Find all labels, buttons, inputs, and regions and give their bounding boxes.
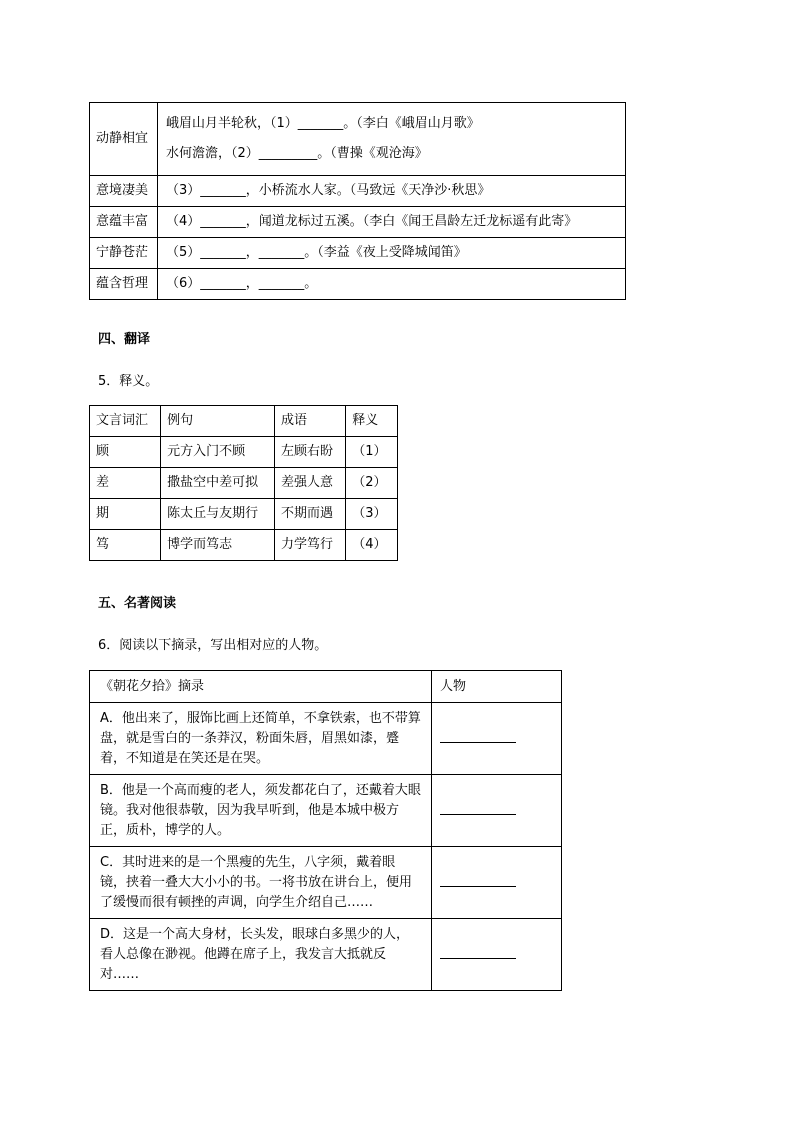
table-cell: 差强人意	[275, 468, 346, 499]
poem-line: 水何澹澹，（2）_________。（曹操《观沧海》	[166, 146, 428, 161]
excerpt-cell: D．这是一个高大身材，长头发，眼球白多黑少的人，看人总像在渺视。他蹲在席子上，我发言大抵就反对……	[90, 919, 432, 991]
table-cell: 撒盐空中差可拟	[161, 468, 275, 499]
table-header-row	[90, 406, 398, 437]
table-row	[90, 238, 626, 269]
table-cell: 力学笃行	[275, 530, 346, 561]
excerpt-cell: A．他出来了，服饰比画上还简单，不拿铁索，也不带算盘，就是雪白的一条莽汉，粉面朱唇，眉黑如漆，蹙着，不知道是在笑还是在哭。	[90, 703, 432, 775]
section-heading: 四、翻译	[98, 332, 151, 347]
table-header-row	[90, 671, 562, 703]
poem-cell: （5）_______，_______。（李益《夜上受降城闻笛》	[158, 238, 626, 269]
table-cell: 不期而遇	[275, 499, 346, 530]
column-header: 例句	[161, 406, 275, 437]
poem-cell: （3）_______，小桥流水人家。（马致远《天净沙·秋思》	[158, 176, 626, 207]
table-cell: 顾	[90, 437, 161, 468]
table-cell: 差	[90, 468, 161, 499]
table-cell: （1）	[346, 437, 398, 468]
table-row	[90, 847, 562, 919]
table-cell: 笃	[90, 530, 161, 561]
answer-cell[interactable]	[432, 919, 562, 991]
column-header: 文言词汇	[90, 406, 161, 437]
table-cell: 元方入门不顾	[161, 437, 275, 468]
answer-blank[interactable]	[440, 944, 516, 959]
table-cell: 博学而笃志	[161, 530, 275, 561]
category-cell: 动静相宜	[90, 103, 158, 176]
answer-blank[interactable]	[440, 728, 516, 743]
answer-blank[interactable]	[440, 800, 516, 815]
table-cell: 期	[90, 499, 161, 530]
category-cell: 意境凄美	[90, 176, 158, 207]
excerpt-cell: C．其时进来的是一个黑瘦的先生，八字须，戴着眼镜，挟着一叠大大小小的书。一将书放在讲台上，便用了缓慢而很有顿挫的声调，向学生介绍自己……	[90, 847, 432, 919]
table-cell: （3）	[346, 499, 398, 530]
category-cell: 蕴含哲理	[90, 269, 158, 300]
poem-cell: （4）_______，闻道龙标过五溪。（李白《闻王昌龄左迁龙标遥有此寄》	[158, 207, 626, 238]
table-cell: （2）	[346, 468, 398, 499]
poem-cell: （6）_______，_______。	[158, 269, 626, 300]
table-row	[90, 468, 398, 499]
column-header: 人物	[432, 671, 562, 703]
answer-cell[interactable]	[432, 703, 562, 775]
table-row	[90, 437, 398, 468]
question-text: 5．释义。	[98, 374, 159, 389]
table-row	[90, 269, 626, 300]
section-heading: 五、名著阅读	[98, 596, 177, 611]
poem-cell	[158, 103, 626, 176]
answer-cell[interactable]	[432, 775, 562, 847]
category-cell: 意蕴丰富	[90, 207, 158, 238]
poem-fill-table	[89, 102, 626, 300]
table-cell: 陈太丘与友期行	[161, 499, 275, 530]
column-header: 成语	[275, 406, 346, 437]
table-row	[90, 499, 398, 530]
table-cell: 左顾右盼	[275, 437, 346, 468]
table-row	[90, 103, 626, 176]
answer-cell[interactable]	[432, 847, 562, 919]
table-row	[90, 775, 562, 847]
table-row	[90, 530, 398, 561]
table-row	[90, 703, 562, 775]
vocab-table	[89, 405, 398, 561]
book-excerpt-table	[89, 670, 562, 991]
column-header: 《朝花夕拾》摘录	[90, 671, 432, 703]
column-header: 释义	[346, 406, 398, 437]
table-row	[90, 919, 562, 991]
question-text: 6．阅读以下摘录，写出相对应的人物。	[98, 638, 328, 653]
table-row	[90, 207, 626, 238]
table-cell: （4）	[346, 530, 398, 561]
table-row	[90, 176, 626, 207]
category-cell: 宁静苍茫	[90, 238, 158, 269]
poem-line: 峨眉山月半轮秋，（1）_______。（李白《峨眉山月歌》	[166, 116, 480, 131]
answer-blank[interactable]	[440, 872, 516, 887]
excerpt-cell: B．他是一个高而瘦的老人，须发都花白了，还戴着大眼镜。我对他很恭敬，因为我早听到，他是本城中极方正，质朴，博学的人。	[90, 775, 432, 847]
